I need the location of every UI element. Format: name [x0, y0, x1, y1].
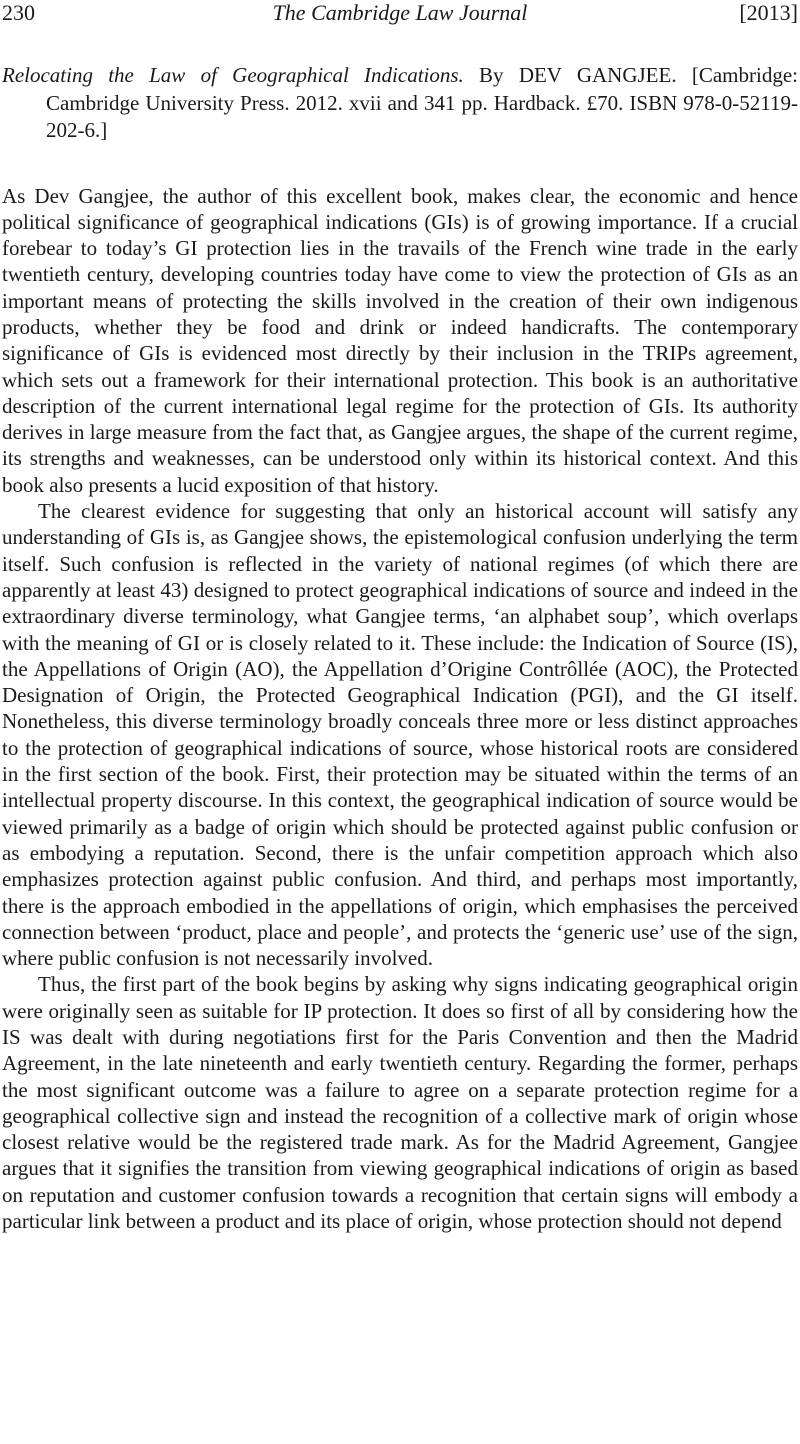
book-author: DEV GANGJEE. — [518, 63, 677, 87]
by-word: By — [463, 63, 519, 87]
paragraph-1: As Dev Gangjee, the author of this excellent book, makes clear, the economic and hence political significance of geographical indications (GIs) is of growing importance. If a crucial forebear to today’s GI protection lies in the travails of the French wine trade in the early twentieth century, developing countries today have come to view the protection of GIs as an important means of protecting the skills involved in the creation of their own indigenous products, whether they be food and drink or indeed handicrafts. The contemporary significance of GIs is evidenced most directly by their inclusion in the TRIPs agreement, which sets out a framework for their international protection. This book is an authoritative description of the current international legal regime for the protection of GIs. Its authority derives in large measure from the fact that, as Gangjee argues, the shape of the current regime, its strengths and weaknesses, can be understood only within its historical context. And this book also presents a lucid exposition of that history. — [2, 183, 798, 497]
volume-year: [2013] — [739, 0, 798, 25]
paragraph-2: The clearest evidence for suggesting that only an historical account will satisfy any understanding of GIs is, as Gangjee shows, the epistemological confusion underlying the term itself. Such confusion is reflected in the variety of national regimes (of which there are apparently at least 43) designed to protect geographical indications of source and indeed in the extraordinary diverse terminology, what Gangjee terms, ‘an alphabet soup’, which overlaps with the meaning of GI or is closely related to it. These include: the Indication of Source (IS), the Appellations of Origin (AO), the Appellation d’Origine Contrôllée (AOC), the Protected Designation of Origin, the Protected Geographical Indication (PGI), and the GI itself. Nonetheless, this diverse terminology broadly conceals three more or less distinct approaches to the protection of geographical indications of source, whose historical roots are considered in the first section of the book. First, their protection may be situated within the terms of an intellectual property discourse. In this context, the geographical indication of source would be viewed primarily as a badge of origin which should be protected against public confusion or as embodying a reputation. Second, there is the unfair competition approach which also emphasizes protection against public confusion. And third, and perhaps most importantly, there is the approach embodied in the appellations of origin, which emphasises the perceived connection between ‘product, place and people’, and protects the ‘generic use’ use of the sign, where public confusion is not necessarily involved. — [2, 499, 798, 971]
paragraph-3: Thus, the first part of the book begins by asking why signs indicating geographical origin were originally seen as suitable for IP protection. It does so first of all by considering how the IS was dealt with during negotiations first for the Paris Convention and then the Madrid Agreement, in the late nineteenth and early twentieth century. Regarding the former, perhaps the most significant outcome was a failure to agree on a separate protection regime for a geographical collective sign and instead the recognition of a collective mark of origin whose closest relative would be the registered trade mark. As for the Madrid Agreement, Gangjee argues that it signifies the transition from viewing geographical indications of origin as based on reputation and customer confusion towards a recognition that certain signs will embody a particular link between a product and its place of origin, whose protection should not depend — [2, 972, 798, 1234]
review-body — [2, 183, 798, 1235]
page-number: 230 — [2, 0, 35, 25]
book-title: Relocating the Law of Geographical Indications. — [2, 63, 464, 87]
book-citation — [2, 62, 798, 145]
publication-details: [Cambridge: Cambridge University Press. 2012. xvii and 341 pp. Hardback. £70. ISBN 978-0-52119-202-6.] — [46, 63, 798, 142]
journal-title: The Cambridge Law Journal — [272, 0, 528, 25]
running-head — [2, 0, 798, 26]
